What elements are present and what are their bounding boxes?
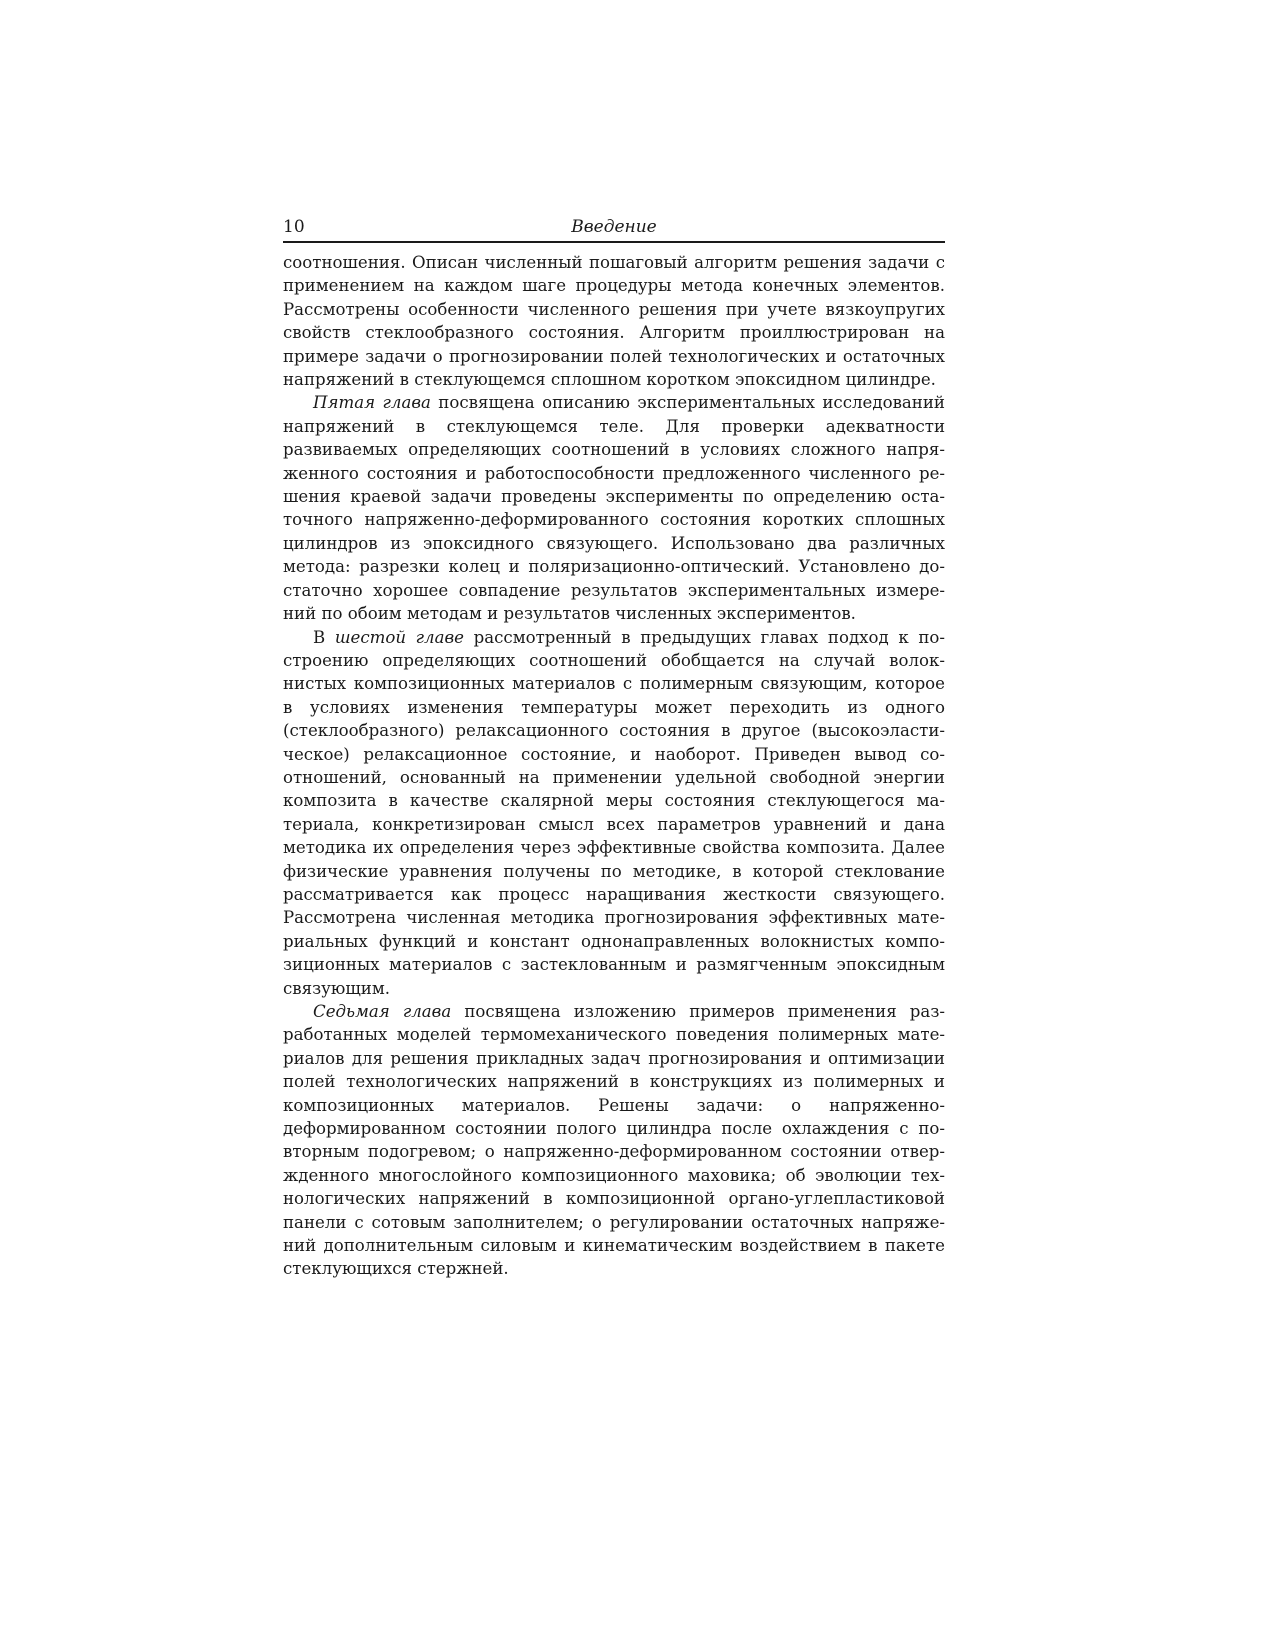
paragraph-chapter-five <box>283 391 945 625</box>
paragraph-text: посвящена описанию экспериментальных исследований напряжений в стеклующемся теле. Для проверки адекватности развиваемых определяющих соотношений в условиях сложного напряженного состояния и работоспособности предложенного численного решения краевой задачи проведены эксперименты по определению остаточного напряженно-деформированного состояния коротких сплошных цилиндров из эпоксидного связующего. Использовано два различных метода: разрезки колец и поляризационно-оптический. Установлено достаточно хорошее совпадение результатов экспериментальных измерений по обоим методам и результатов численных экспериментов. <box>283 393 945 624</box>
book-page <box>283 215 945 1281</box>
page-number: 10 <box>283 217 305 237</box>
paragraph-chapter-seven <box>283 1000 945 1281</box>
paragraph-text: рассмотренный в предыдущих главах подход к построению определяющих соотношений обобщается на случай волокнистых композиционных материалов с полимерным связующим, которое в условиях изменения температуры может переходить из одного (стеклообразного) релаксационного состояния в другое (высокоэластическое) релаксационное состояние, и наоборот. Приведен вывод соотношений, основанный на применении удельной свободной энергии композита в качестве скалярной меры состояния стеклующегося материала, конкретизирован смысл всех параметров уравнений и дана методика их определения через эффективные свойства композита. Далее физические уравнения получены по методике, в которой стеклование рассматривается как процесс наращивания жесткости связующего. Рассмотрена численная методика прогнозирования эффективных материальных функций и констант однонаправленных волокнистых композиционных материалов с застеклованным и размягченным эпоксидным связующим. <box>283 627 945 998</box>
chapter-reference: Седьмая глава <box>313 1002 452 1021</box>
paragraph-text: посвящена изложению примеров применения разработанных моделей термомеханического поведения полимерных материалов для решения прикладных задач прогнозирования и оптимизации полей технологических напряжений в конструкциях из полимерных и композиционных материалов. Решены задачи: о напряженно-деформированном состоянии полого цилиндра после охлаждения с повторным подогревом; о напряженно-деформированном состоянии отвержденного многослойного композиционного маховика; об эволюции технологических напряжений в композиционной органо-углепластиковой панели с сотовым заполнителем; о регулировании остаточных напряжений дополнительным силовым и кинематическим воздействием в пакете стеклующихся стержней. <box>283 1002 945 1279</box>
paragraph-chapter-six <box>283 626 945 1001</box>
chapter-reference: Пятая глава <box>313 393 431 413</box>
paragraph-text: соотношения. Описан численный пошаговый алгоритм решения задачи с применением на каждом шаге процедуры метода конечных элементов. Рассмотрены особенности численного решения при учете вязкоупругих свойств стеклообразного состояния. Алгоритм проиллюстрирован на примере задачи о прогнозировании полей технологических и остаточных напряжений в стеклующемся сплошном коротком эпоксидном цилиндре. <box>283 253 945 390</box>
running-title: Введение <box>571 217 657 237</box>
running-head <box>283 215 945 243</box>
chapter-reference: шестой главе <box>334 627 464 647</box>
paragraph-continuation <box>283 251 945 391</box>
paragraph-lead: В <box>313 627 335 647</box>
body-text <box>283 251 945 1281</box>
